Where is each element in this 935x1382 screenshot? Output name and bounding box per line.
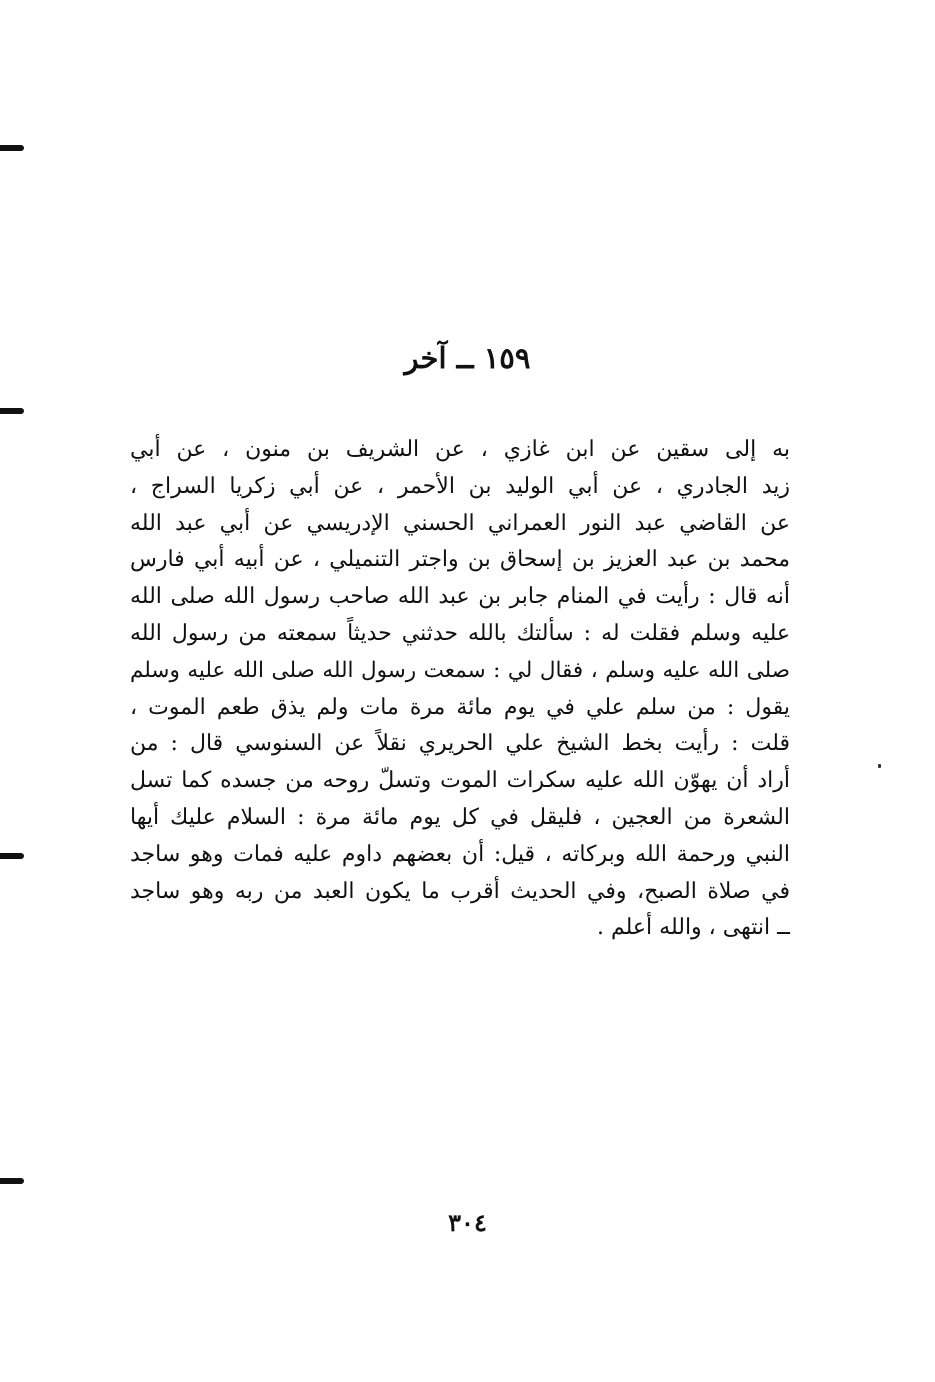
text-line: عليه وسلم فقلت له : سألتك بالله حدثني حديثاً سمعته من رسول الله xyxy=(130,620,790,646)
body-paragraph xyxy=(130,432,790,947)
text-line: قلت : رأيت بخط الشيخ علي الحريري نقلاً عن السنوسي قال : من xyxy=(130,731,790,757)
text-line: محمد بن عبد العزيز بن إسحاق بن واجتر التنميلي ، عن أبيه أبي فارس xyxy=(130,547,790,573)
text-line: ــ انتهى ، والله أعلم . xyxy=(597,915,790,941)
text-line: النبي ورحمة الله وبركاته ، قيل: أن بعضهم داوم عليه فمات وهو ساجد xyxy=(130,841,790,867)
scan-speck xyxy=(878,764,881,768)
binding-mark xyxy=(0,853,24,859)
text-line: يقول : من سلم علي في يوم مائة مرة مات ولم يذق طعم الموت ، xyxy=(130,694,790,720)
text-line: زيد الجادري ، عن أبي الوليد بن الأحمر ، عن أبي زكريا السراج ، xyxy=(130,473,790,499)
text-line: الشعرة من العجين ، فليقل في كل يوم مائة مرة : السلام عليك أيها xyxy=(130,804,790,830)
text-line: به إلى سقين عن ابن غازي ، عن الشريف بن منون ، عن أبي xyxy=(130,437,790,462)
binding-mark xyxy=(0,408,24,414)
text-line: أنه قال : رأيت في المنام جابر بن عبد الله صاحب رسول الله صلى الله xyxy=(130,584,790,610)
text-line: في صلاة الصبح، وفي الحديث أقرب ما يكون العبد من ربه وهو ساجد xyxy=(130,878,790,904)
text-line: عن القاضي عبد النور العمراني الحسني الإدريسي عن أبي عبد الله xyxy=(130,510,790,536)
binding-mark xyxy=(0,1178,24,1184)
text-line: أراد أن يهوّن الله عليه سكرات الموت وتسلّ روحه من جسده كما تسل xyxy=(130,768,790,794)
section-heading: ١٥٩ ــ آخر xyxy=(404,341,531,375)
text-line: صلى الله عليه وسلم ، فقال لي : سمعت رسول الله صلى الله عليه وسلم xyxy=(130,657,790,683)
binding-mark xyxy=(0,145,24,151)
page-number: ٣٠٤ xyxy=(448,1208,487,1237)
